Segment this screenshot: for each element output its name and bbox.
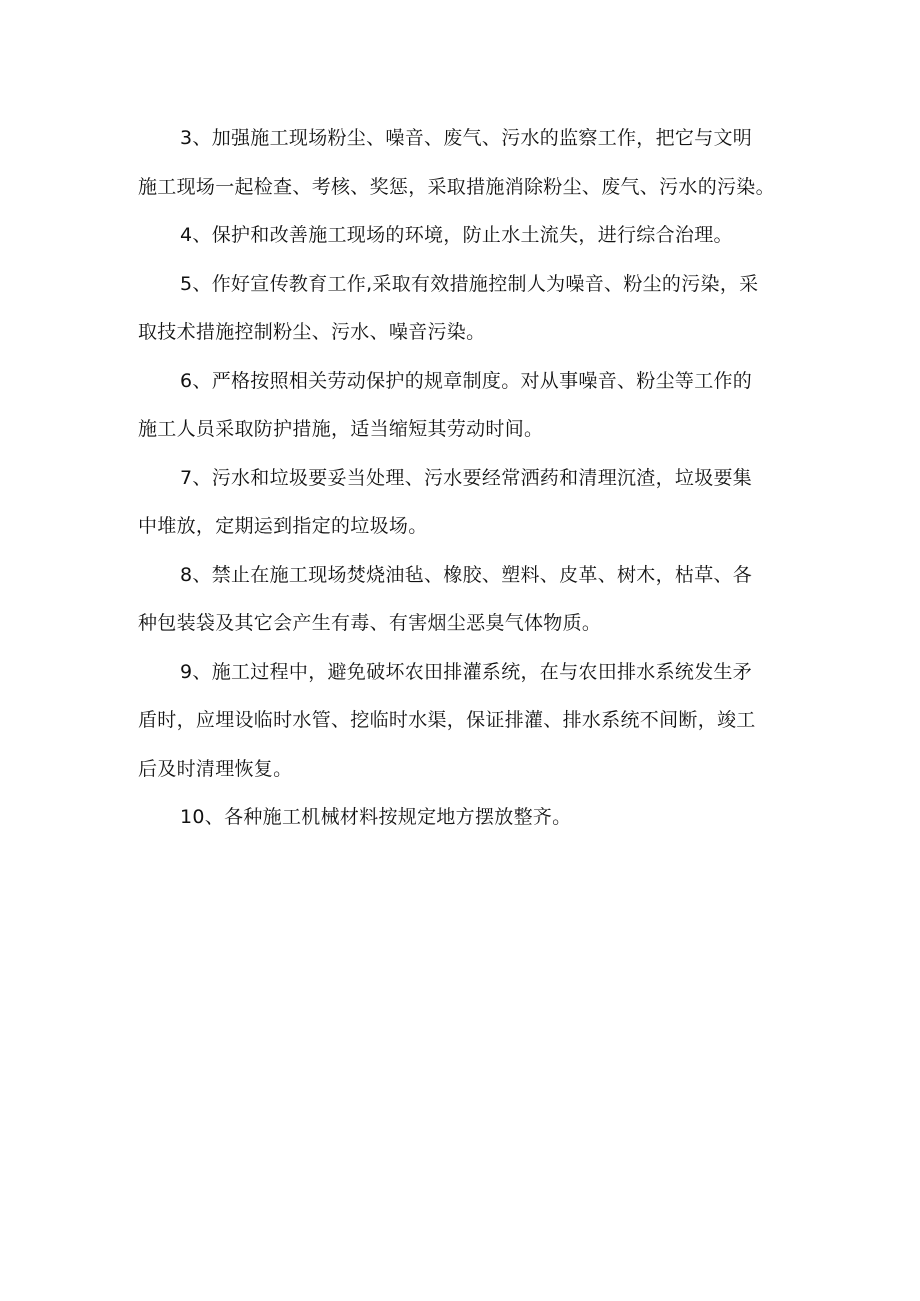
paragraph-4 [138, 211, 800, 260]
paragraph-line: 7、污水和垃圾要妥当处理、污水要经常洒药和清理沉渣，垃圾要集 [180, 466, 753, 489]
paragraph-line: 8、禁止在施工现场焚烧油毡、橡胶、塑料、皮革、树木，枯草、各 [180, 563, 753, 586]
document-body [138, 114, 800, 842]
paragraph-line: 盾时，应埋设临时水管、挖临时水渠，保证排灌、排水系统不间断，竣工 [138, 709, 756, 731]
paragraph-3 [138, 114, 800, 211]
paragraph-6 [138, 357, 800, 454]
paragraph-7 [138, 454, 800, 551]
paragraph-line: 种包装袋及其它会产生有毒、有害烟尘恶臭气体物质。 [138, 612, 602, 634]
paragraph-9 [138, 648, 800, 794]
paragraph-line: 10、各种施工机械材料按规定地方摆放整齐。 [180, 806, 572, 828]
paragraph-line: 后及时清理恢复。 [138, 757, 293, 780]
paragraph-line: 3、加强施工现场粉尘、噪音、废气、污水的监察工作，把它与文明 [180, 127, 753, 149]
paragraph-10 [138, 793, 800, 842]
paragraph-8 [138, 551, 800, 648]
paragraph-line: 中堆放，定期运到指定的垃圾场。 [138, 515, 428, 537]
paragraph-line: 9、施工过程中，避免破坏农田排灌系统，在与农田排水系统发生矛 [180, 660, 753, 683]
paragraph-5 [138, 260, 800, 357]
paragraph-line: 4、保护和改善施工现场的环境，防止水土流失，进行综合治理。 [180, 224, 733, 246]
paragraph-line: 施工人员采取防护措施，适当缩短其劳动时间。 [138, 418, 544, 440]
paragraph-line: 取技术措施控制粉尘、污水、噪音污染。 [138, 321, 486, 343]
paragraph-line: 6、严格按照相关劳动保护的规章制度。对从事噪音、粉尘等工作的 [180, 369, 753, 392]
paragraph-line: 施工现场一起检查、考核、奖惩，采取措施消除粉尘、废气、污水的污染。 [138, 175, 775, 198]
paragraph-line: 5、作好宣传教育工作,采取有效措施控制人为噪音、粉尘的污染，采 [180, 272, 759, 295]
